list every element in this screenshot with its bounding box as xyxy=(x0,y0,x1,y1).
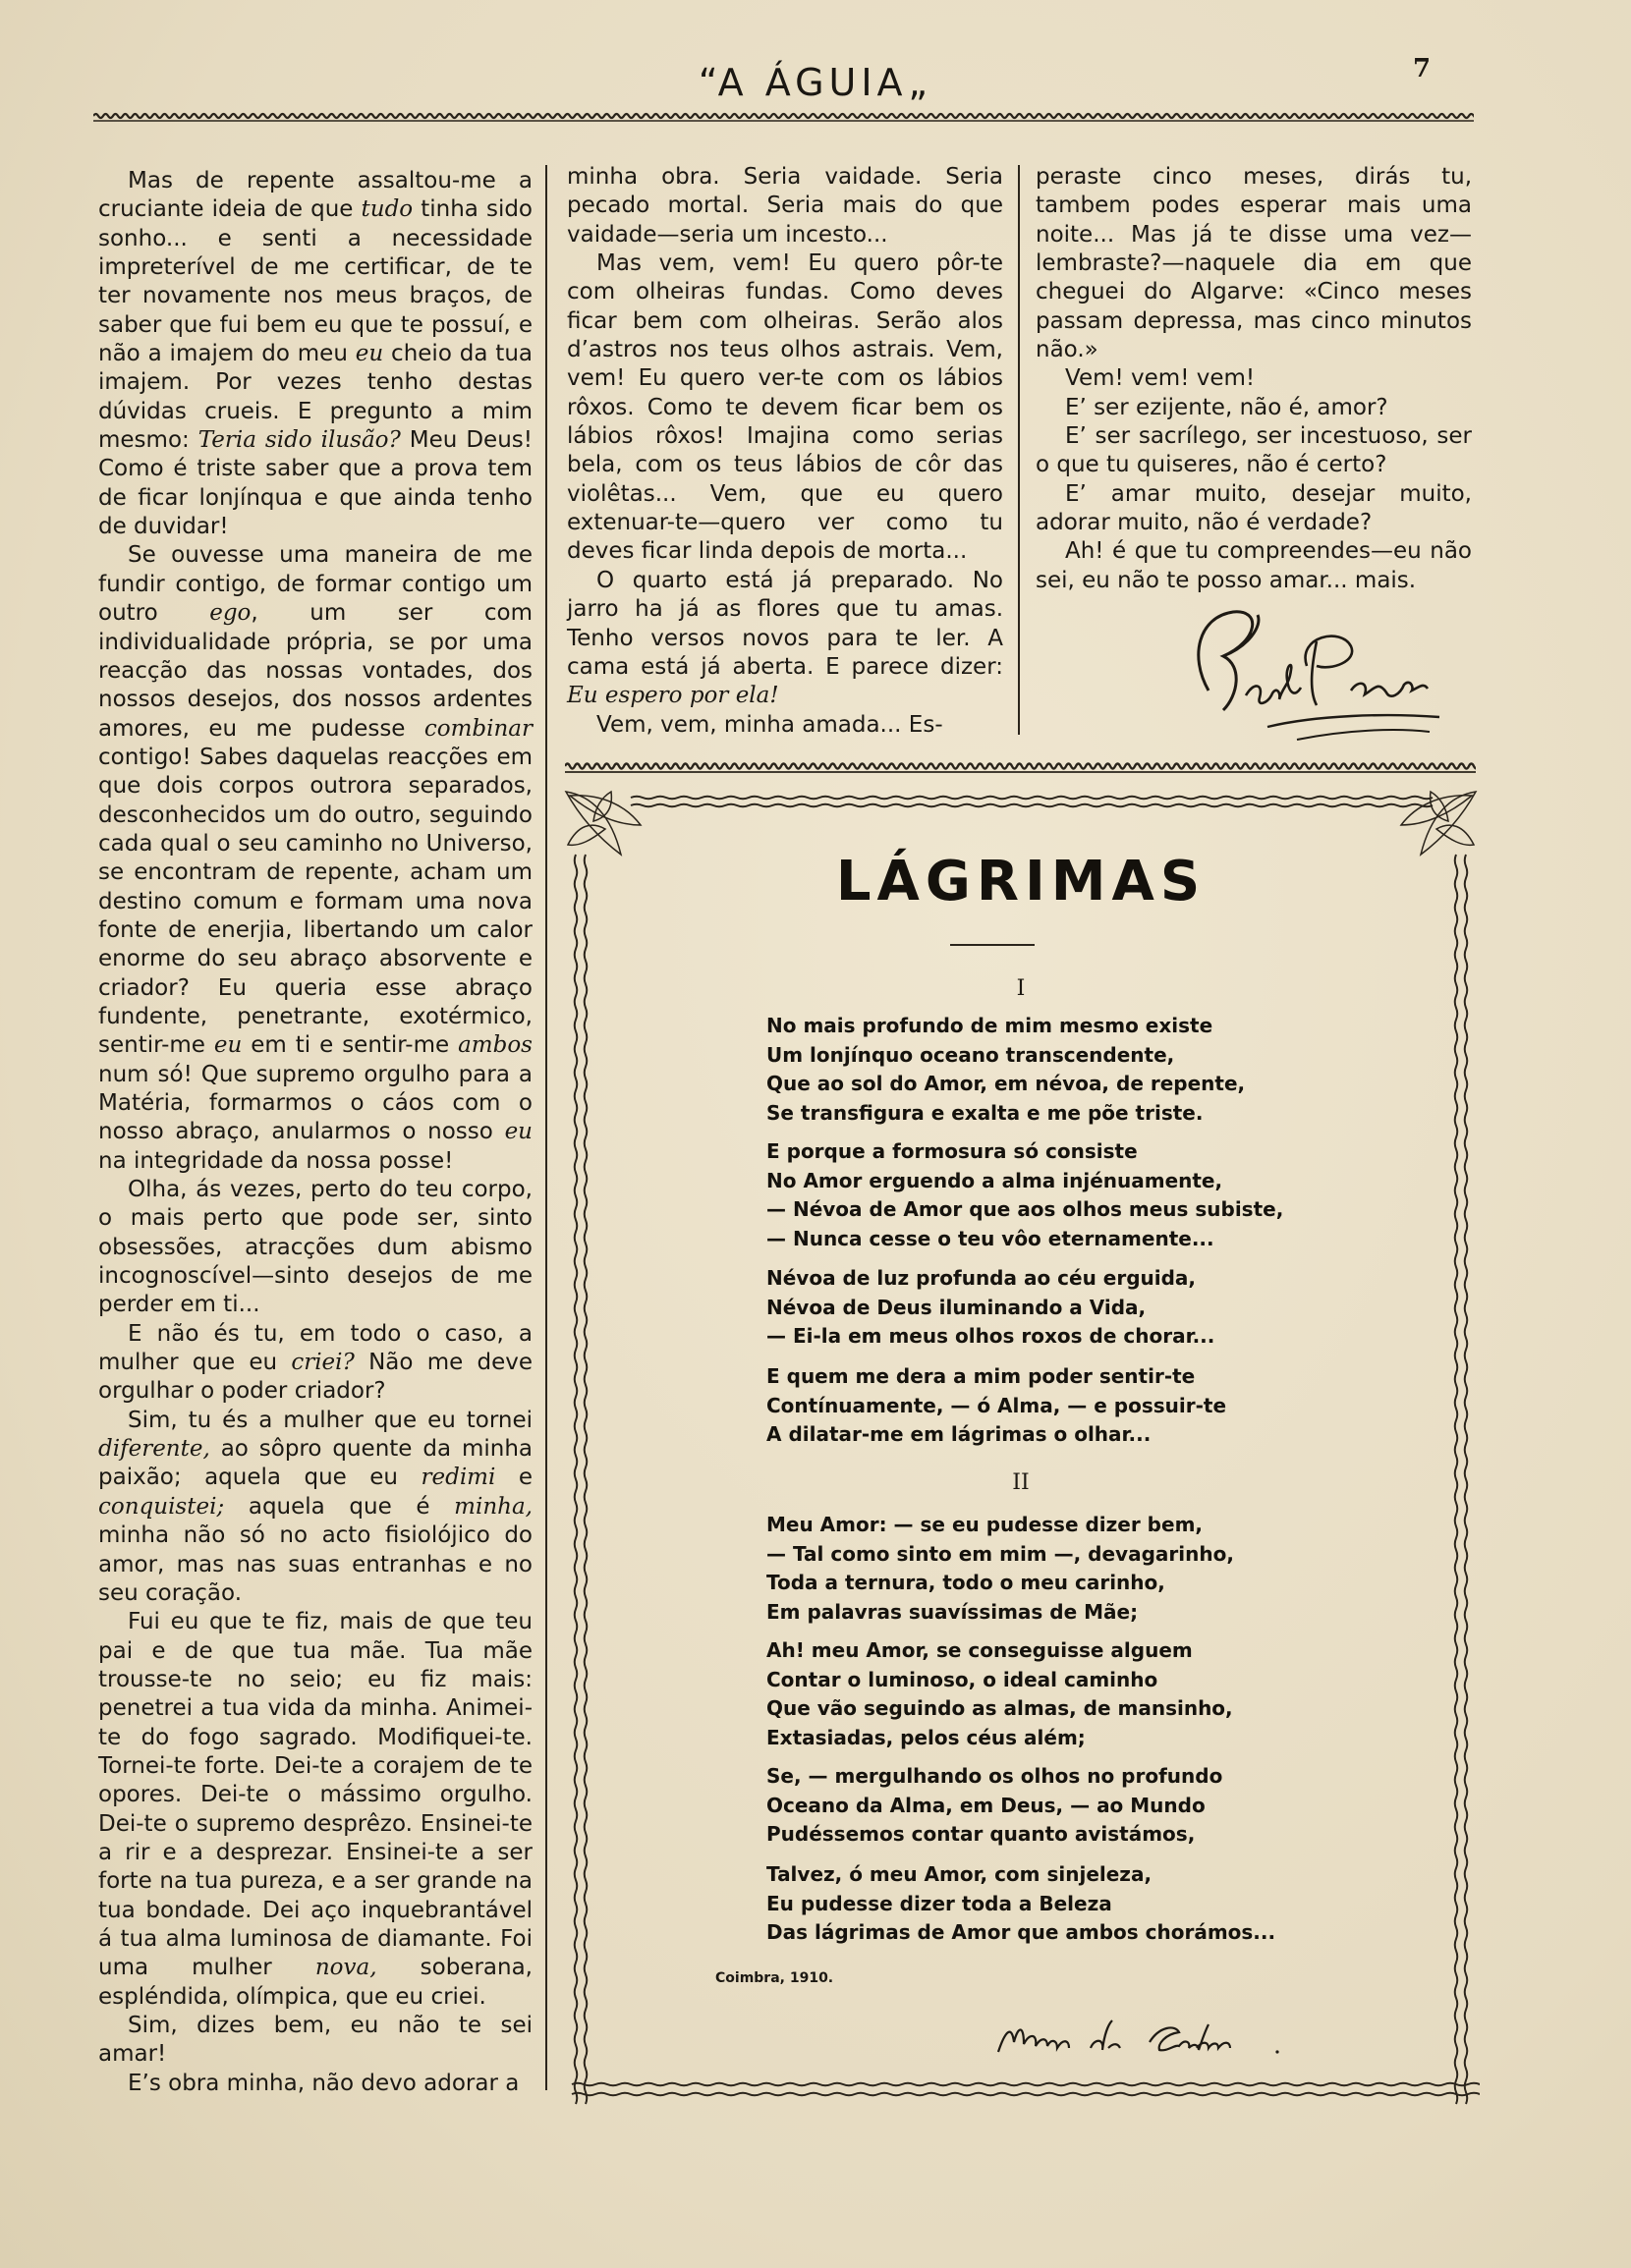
article-column-1 xyxy=(98,167,533,2098)
poem-line: Talvez, ó meu Amor, com sinjeleza, xyxy=(766,1862,1153,1886)
poem-line: Contar o luminoso, o ideal caminho xyxy=(766,1667,1158,1691)
poem-line: Pudéssemos contar quanto avistámos, xyxy=(766,1822,1196,1846)
title-underline xyxy=(950,944,1035,946)
article-paragraph: Mas vem, vem! Eu quero pôr-te com olheiras fundas. Como deves ficar bem com olheiras. Serão alos d’astros nos teus olhos astrais. Vem, vem! Eu quero ver-te com os lábios rôxos. Como te devem ficar bem os lábios rôxos! Imajina como serias bela, com os teus lábios de côr das violêtas... Vem, que eu quero extenuar-te—quero ver como tu deves ficar linda depois de morta... xyxy=(567,250,1003,565)
article-paragraph: minha obra. Seria vaidade. Seria pecado mortal. Seria mais do que vaidade—seria um incesto... xyxy=(567,164,1003,248)
poem-line: E quem me dera a mim poder sentir-te xyxy=(766,1364,1196,1388)
poem-stanza xyxy=(766,1762,1356,1850)
poem-line: Em palavras suavíssimas de Mãe; xyxy=(766,1599,1139,1624)
column-divider xyxy=(545,165,547,2090)
article-paragraph: Vem, vem, minha amada... Es- xyxy=(596,711,943,738)
poem-stanza xyxy=(766,1860,1356,1948)
article-paragraph: E’s obra minha, não devo adorar a xyxy=(128,2070,520,2096)
page-header-title: “A ÁGUIA„ xyxy=(698,61,933,104)
poem-line: Névoa de luz profunda ao céu erguida, xyxy=(766,1266,1197,1290)
article-paragraph: Ah! é que tu compreendes—eu não sei, eu não te posso amar... mais. xyxy=(1036,538,1472,593)
poem-line: Que ao sol do Amor, em névoa, de repente, xyxy=(766,1072,1246,1095)
article-paragraph: Sim, tu és a mulher que eu tornei diferente, ao sôpro quente da minha paixão; aquela que eu redimi e conquistei; aquela que é minha, minha não só no acto fisiolójico do amor, mas nas suas entranhas e no seu coração. xyxy=(98,1407,533,1606)
poem-line: Que vão seguindo as almas, de mansinho, xyxy=(766,1696,1233,1720)
poem-stanza xyxy=(766,1636,1356,1752)
poem-line: Oceano da Alma, em Deus, — ao Mundo xyxy=(766,1793,1206,1817)
poem-part-numeral: I xyxy=(1016,976,1026,1001)
poem-line: — Nunca cesse o teu vôo eternamente... xyxy=(766,1226,1214,1250)
poem-line: Se, — mergulhando os olhos no profundo xyxy=(766,1764,1223,1788)
page-number: 7 xyxy=(1413,54,1432,83)
poem-line: No Amor erguendo a alma injénuamente, xyxy=(766,1168,1223,1192)
article-column-2 xyxy=(567,163,1003,740)
corner-leaf-ornament xyxy=(1401,792,1476,855)
article-paragraph: Olha, ás vezes, perto do teu corpo, o mais perto que pode ser, sinto obsessões, atracções dum abismo incognoscível—sinto desejos de me perder em ti... xyxy=(98,1177,533,1318)
article-paragraph: O quarto está já preparado. No jarro ha já as flores que tu amas. Tenho versos novos para te ler. A cama está já aberta. E parece dizer: Eu espero por ela! xyxy=(567,567,1003,709)
header-wavy-rule xyxy=(93,111,1474,123)
poem-line: A dilatar-me em lágrimas o olhar... xyxy=(766,1422,1152,1446)
article-paragraph: E’ amar muito, desejar muito, adorar muito, não é verdade? xyxy=(1036,480,1472,536)
article-paragraph: Fui eu que te fiz, mais de que teu pai e de que tua mãe. Tua mãe trousse-te no seio; eu fiz mais: penetrei a tua vida da minha. Animei-te do fogo sagrado. Modifiquei-te. Tornei-te forte. Dei-te a corajem de te opores. Dei-te o mássimo orgulho. Dei-te o supremo desprêzo. Ensinei-te a rir e a desprezar. Ensinei-te a ser forte na tua pureza, e a ser grande na tua bondade. Dei aço inquebrantável á tua alma luminosa de diamante. Foi uma mulher nova, soberana, espléndida, olímpica, que eu criei. xyxy=(98,1609,533,2010)
author-signature-maria-de-castro xyxy=(992,2009,1307,2068)
article-paragraph: E não és tu, em todo o caso, a mulher que eu criei? Não me deve orgulhar o poder criador? xyxy=(98,1320,534,1405)
section-wavy-rule xyxy=(565,760,1476,774)
poem-place-date: Coimbra, 1910. xyxy=(715,1970,834,1986)
poem-line: — Ei-la em meus olhos roxos de chorar... xyxy=(766,1324,1215,1348)
article-paragraph: peraste cinco meses, dirás tu, tambem podes esperar mais uma noite... Mas já te disse uma vez—lembraste?—naquele dia em que cheguei do Algarve: «Cinco meses passam depressa, mas cinco minutos não.» xyxy=(1036,164,1472,363)
poem-line: E porque a formosura só consiste xyxy=(766,1139,1138,1163)
article-paragraph: Vem! vem! vem! xyxy=(1065,365,1256,392)
poem-stanza xyxy=(766,1012,1356,1128)
poem-line: — Névoa de Amor que aos olhos meus subiste, xyxy=(766,1197,1284,1221)
poem-stanza xyxy=(766,1264,1356,1352)
corner-leaf-ornament xyxy=(566,792,641,855)
poem-line: Extasiadas, pelos céus além; xyxy=(766,1725,1086,1749)
article-paragraph: E’ ser ezijente, não é, amor? xyxy=(1065,394,1388,420)
poem-line: Contínuamente, — ó Alma, — e possuir-te xyxy=(766,1393,1227,1417)
article-paragraph: Sim, dizes bem, eu não te sei amar! xyxy=(98,2013,533,2068)
poem-title: LÁGRIMAS xyxy=(835,850,1207,913)
poem-line: Eu pudesse dizer toda a Beleza xyxy=(766,1891,1112,1915)
poem-stanza xyxy=(766,1362,1356,1450)
poem-line: Se transfigura e exalta e me põe triste. xyxy=(766,1100,1204,1125)
poem-line: Ah! meu Amor, se conseguisse alguem xyxy=(766,1638,1193,1662)
poem-line: Névoa de Deus iluminando a Vida, xyxy=(766,1295,1147,1319)
poem-line: No mais profundo de mim mesmo existe xyxy=(766,1014,1213,1037)
poem-line: Toda a ternura, todo o meu carinho, xyxy=(766,1571,1165,1594)
article-paragraph: E’ ser sacrílego, ser incestuoso, ser o que tu quiseres, não é certo? xyxy=(1036,423,1472,478)
poem-line: Meu Amor: — se eu pudesse dizer bem, xyxy=(766,1513,1204,1536)
article-column-3 xyxy=(1036,163,1472,595)
poem-stanza xyxy=(766,1511,1356,1627)
poem-line: Das lágrimas de Amor que ambos chorámos... xyxy=(766,1920,1276,1944)
column-divider xyxy=(1018,165,1020,735)
poem-stanza xyxy=(766,1137,1356,1253)
article-paragraph: Mas de repente assaltou-me a cruciante ideia de que tudo tinha sido sonho... e senti a necessidade impreterível de me certificar, de te ter novamente nos meus braços, de saber que fui bem eu que te possuí, e não a imajem do meu eu cheio da tua imajem. Por vezes tenho destas dúvidas crueis. E pregunto a mim mesmo: Teria sido ilusão? Meu Deus! Como é triste saber que a prova tem de ficar lonjínqua e que ainda tenho de duvidar! xyxy=(98,168,534,540)
poem-line: — Tal como sinto em mim —, devagarinho, xyxy=(766,1541,1234,1566)
article-paragraph: Se ouvesse uma maneira de me fundir contigo, de formar contigo um outro ego, um ser com individualidade própria, se por uma reacção das nossas vontades, dos nossos desejos, dos nossos ardentes amores, eu me pudesse combinar contigo! Sabes daquelas reacções em que dois corpos outrora separados, desconhecidos um do outro, seguindo cada qual o seu caminho no Universo, se encontram de repente, acham um destino comum e formam uma nova fonte de enerjia, libertando um calor enorme do seu abraço absorvente e criador? Eu queria esse abraço fundente, penetrante, exotérmico, sentir-me eu em ti e sentir-me ambos num só! Que supremo orgulho para a Matéria, formarmos o cáos com o nosso abraço, anularmos o nosso eu na integridade da nossa posse! xyxy=(98,542,533,1174)
author-signature-raul-proenca xyxy=(1169,597,1454,754)
poem-part-numeral: II xyxy=(1012,1470,1030,1495)
poem-line: Um lonjínquo oceano transcendente, xyxy=(766,1042,1175,1067)
